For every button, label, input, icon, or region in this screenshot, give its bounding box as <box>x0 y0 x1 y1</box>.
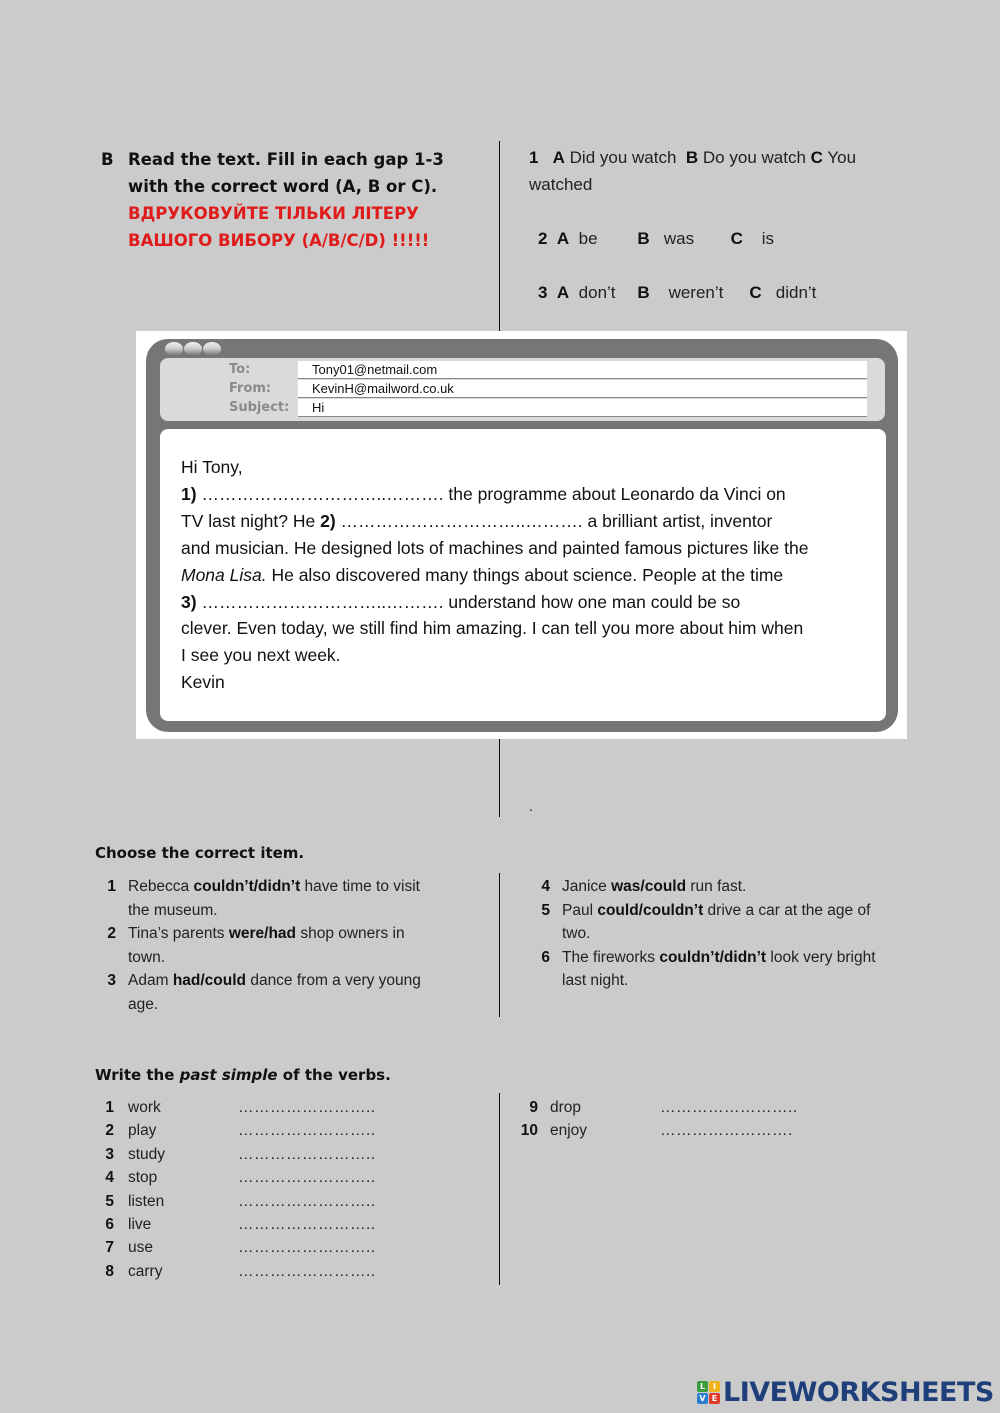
option-b-text: Do you watch <box>702 148 806 167</box>
choose-item[interactable] <box>529 875 919 899</box>
verb-row <box>95 1190 475 1213</box>
item-text: age. <box>128 995 159 1013</box>
verb-number: 2 <box>105 1122 114 1140</box>
section-b-instructions <box>101 146 501 254</box>
instruction-line-2: with the correct word (A, B or C). <box>128 177 438 196</box>
warning-line-1: ВДРУКОВУЙТЕ ТІЛЬКИ ЛІТЕРУ <box>128 204 419 223</box>
option-a-text: be <box>578 229 598 248</box>
window-dot-icon <box>184 342 202 356</box>
email-greeting: Hi Tony, <box>181 457 243 477</box>
verb-row <box>95 1236 475 1259</box>
email-text-segment: TV last night? He <box>181 510 321 531</box>
verbs-list-left <box>95 1096 475 1283</box>
verb-word: study <box>128 1145 166 1163</box>
item-number: 4 <box>541 878 550 895</box>
title-text: of the verbs. <box>277 1066 391 1084</box>
option-c-text: is <box>761 229 775 248</box>
logo-tile: L <box>697 1381 708 1392</box>
item-number: 5 <box>541 901 550 919</box>
option-letter-b: B <box>637 283 650 302</box>
verb-row <box>515 1119 895 1142</box>
logo-text: LIVEWORKSHEETS <box>723 1377 994 1408</box>
verb-row <box>95 1260 475 1283</box>
subject-field: Hi <box>298 399 867 417</box>
verb-word: listen <box>128 1192 165 1210</box>
answer-blank[interactable]: ……………………. <box>660 1122 793 1140</box>
item-text: dance from a very young <box>246 972 421 989</box>
email-line-7: I see you next week. <box>181 645 341 666</box>
verb-word: enjoy <box>550 1122 588 1140</box>
email-body-text <box>181 454 861 696</box>
item-choice[interactable]: couldn’t/didn’t <box>659 948 767 966</box>
instruction-line-1: Read the text. Fill in each gap 1-3 <box>128 150 444 169</box>
answer-blank[interactable]: …………………….. <box>238 1216 376 1234</box>
answer-blank[interactable]: …………………….. <box>238 1145 376 1163</box>
answer-blank[interactable]: …………………….. <box>238 1192 376 1210</box>
verb-row <box>95 1213 475 1236</box>
item-text: look very bright <box>766 948 876 966</box>
item-choice[interactable]: could/couldn’t <box>597 901 704 919</box>
verb-number: 1 <box>105 1099 114 1116</box>
past-simple-section-title <box>95 1066 391 1084</box>
option-c-text: You watched <box>529 148 857 194</box>
email-text-segment: the programme about Leonardo da Vinci on <box>443 483 786 504</box>
item-text: have time to visit <box>300 878 420 895</box>
item-text: two. <box>562 925 591 942</box>
logo-tiles-icon <box>697 1381 720 1404</box>
item-text: Tina’s parents <box>128 925 229 942</box>
painting-title: Mona Lisa. <box>181 564 267 585</box>
item-text: Rebecca <box>128 878 194 895</box>
option-set-1 <box>529 144 909 198</box>
verb-row <box>515 1096 895 1119</box>
item-text: Paul <box>562 901 598 919</box>
title-italic: past simple <box>179 1066 278 1084</box>
item-choice[interactable]: was/could <box>611 878 687 895</box>
gap-3-number: 3) <box>181 591 197 612</box>
answer-blank[interactable]: …………………….. <box>238 1122 376 1140</box>
option-number: 2 <box>538 229 548 248</box>
window-dot-icon <box>165 342 183 356</box>
option-set-2 <box>538 225 774 252</box>
email-text-segment: understand how one man could be so <box>443 591 741 612</box>
item-choice[interactable]: were/had <box>228 925 297 942</box>
item-choice[interactable]: had/could <box>172 972 247 989</box>
answer-blank[interactable]: …………………….. <box>238 1169 376 1187</box>
verb-word: live <box>128 1216 152 1234</box>
email-line-5 <box>181 589 861 616</box>
option-c-text: didn’t <box>775 283 817 302</box>
option-letter-a: A <box>556 229 570 248</box>
logo-tile: V <box>697 1393 708 1404</box>
option-letter-c: C <box>810 148 823 167</box>
option-letter-a: A <box>552 148 565 167</box>
option-set-3 <box>538 279 816 306</box>
email-text-segment: He also discovered many things about science. People at the time <box>266 564 784 585</box>
choose-list-left <box>95 875 465 1016</box>
option-a-text: don’t <box>578 283 616 302</box>
option-letter-b: B <box>685 148 699 167</box>
email-line-4 <box>181 562 861 589</box>
item-text: Janice <box>562 878 612 895</box>
liveworksheets-logo[interactable] <box>697 1377 994 1408</box>
window-dot-icon <box>203 342 221 356</box>
gap-2-blank[interactable]: …………………………..………. <box>340 510 583 531</box>
verb-row <box>95 1166 475 1189</box>
verb-word: use <box>128 1239 153 1257</box>
verb-word: drop <box>550 1099 582 1116</box>
option-b-text: was <box>663 229 695 248</box>
choose-list-right <box>529 875 919 993</box>
option-a-text: Did you watch <box>569 148 677 167</box>
choose-item[interactable] <box>95 875 465 922</box>
answer-blank[interactable]: …………………….. <box>238 1262 376 1280</box>
verb-word: work <box>128 1099 161 1116</box>
verb-word: stop <box>128 1169 158 1187</box>
email-signature: Kevin <box>181 672 225 693</box>
item-text: town. <box>128 948 166 966</box>
choose-item[interactable] <box>95 922 465 969</box>
item-text: shop owners in <box>296 925 405 942</box>
verb-number: 8 <box>105 1262 114 1280</box>
option-letter-a: A <box>556 283 570 302</box>
item-number: 2 <box>107 925 116 942</box>
email-line-6: clever. Even today, we still find him amazing. I can tell you more about him when <box>181 618 804 639</box>
item-choice[interactable]: couldn’t/didn’t <box>193 878 301 895</box>
email-text-segment: a brilliant artist, inventor <box>582 510 773 531</box>
choose-item[interactable] <box>529 946 919 993</box>
verb-number: 10 <box>520 1122 538 1140</box>
logo-tile: I <box>709 1381 720 1392</box>
verb-number: 3 <box>105 1145 114 1163</box>
item-text: run fast. <box>686 878 747 895</box>
from-label: From: <box>229 381 272 396</box>
item-number: 3 <box>107 972 116 989</box>
choose-section-title: Choose the correct item. <box>95 844 305 862</box>
option-letter-c: C <box>730 229 743 248</box>
item-text: Adam <box>128 972 173 989</box>
option-number: 3 <box>538 283 548 302</box>
section-letter: B <box>101 150 114 169</box>
option-letter-b: B <box>637 229 650 248</box>
verb-number: 7 <box>105 1239 114 1257</box>
column-divider-bottom <box>499 1093 500 1285</box>
verb-number: 4 <box>105 1169 114 1187</box>
verb-row <box>95 1143 475 1166</box>
item-text: the museum. <box>128 901 218 919</box>
choose-item[interactable] <box>529 899 919 946</box>
option-b-text: weren’t <box>668 283 724 302</box>
choose-item[interactable] <box>95 969 465 1016</box>
item-number: 6 <box>541 948 550 966</box>
item-number: 1 <box>107 878 116 895</box>
item-text: last night. <box>562 972 629 989</box>
answer-blank[interactable]: …………………….. <box>660 1099 798 1116</box>
verbs-list-right <box>515 1096 895 1143</box>
gap-1-number: 1) <box>181 483 197 504</box>
gap-3-blank[interactable]: …………………………..………. <box>201 591 444 612</box>
option-letter-c: C <box>749 283 762 302</box>
answer-blank[interactable]: …………………….. <box>238 1099 376 1116</box>
warning-line-2: ВАШОГО ВИБОРУ (A/B/C/D) !!!!! <box>128 231 430 250</box>
subject-label: Subject: <box>229 400 290 415</box>
from-field: KevinH@mailword.co.uk <box>298 380 867 398</box>
to-label: To: <box>229 362 251 377</box>
verb-number: 6 <box>105 1216 114 1234</box>
stray-mark: . <box>529 798 533 814</box>
email-line-2 <box>181 508 861 535</box>
email-line-1 <box>181 481 861 508</box>
verb-row <box>95 1096 475 1119</box>
verb-word: play <box>128 1122 157 1140</box>
to-field: Tony01@netmail.com <box>298 361 867 379</box>
verb-number: 9 <box>529 1099 538 1116</box>
answer-blank[interactable]: …………………….. <box>238 1239 376 1257</box>
email-line-3: and musician. He designed lots of machines and painted famous pictures like the <box>181 537 809 558</box>
window-buttons <box>165 342 221 356</box>
gap-2-number: 2) <box>320 510 336 531</box>
column-divider-middle <box>499 873 500 1017</box>
logo-tile: E <box>709 1393 720 1404</box>
verb-number: 5 <box>105 1192 114 1210</box>
title-text: Write the <box>95 1066 180 1084</box>
option-number: 1 <box>529 148 539 167</box>
verb-row <box>95 1119 475 1142</box>
item-text: drive a car at the age of <box>703 901 871 919</box>
verb-word: carry <box>128 1262 163 1280</box>
gap-1-blank[interactable]: …………………………..………. <box>201 483 444 504</box>
item-text: The fireworks <box>562 948 660 966</box>
